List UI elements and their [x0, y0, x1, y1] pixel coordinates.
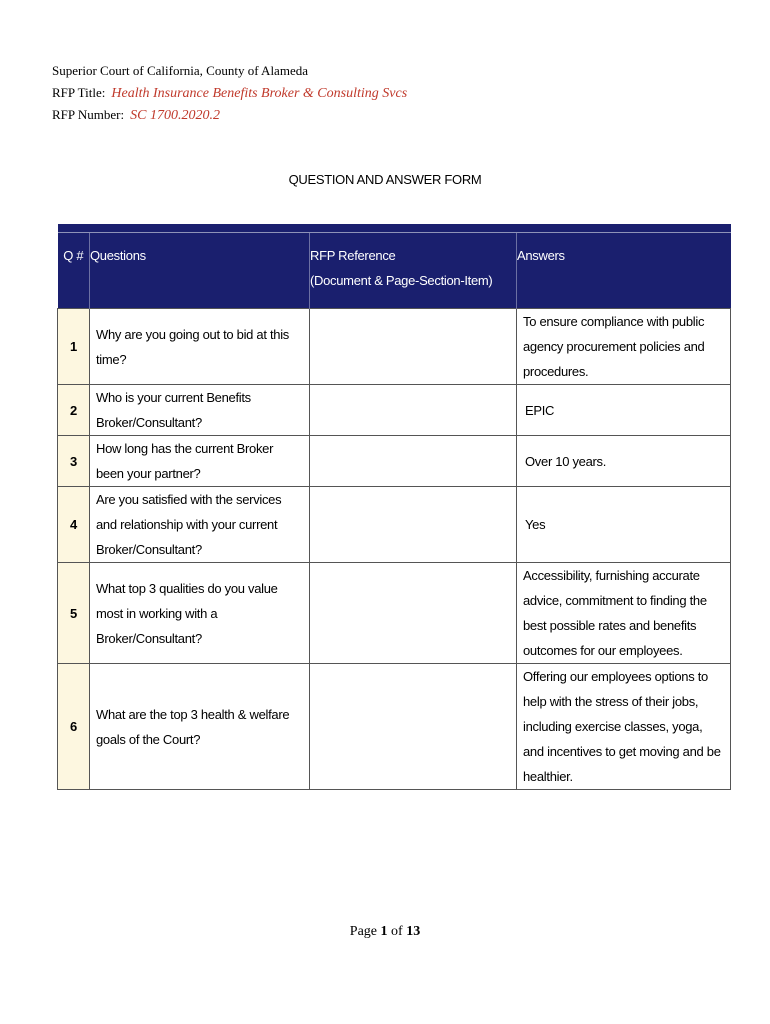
header-rfp-reference-title: RFP Reference — [310, 248, 396, 263]
row-number: 4 — [58, 487, 90, 563]
table-row — [58, 385, 731, 436]
header-answers: Answers — [517, 233, 731, 309]
row-number: 3 — [58, 436, 90, 487]
row-question: How long has the current Broker been your partner? — [90, 436, 310, 487]
header-rfp-reference-sub: (Document & Page-Section-Item) — [310, 273, 493, 288]
header-rfp-reference — [310, 233, 517, 309]
table-row — [58, 563, 731, 664]
row-number: 6 — [58, 664, 90, 790]
header-top-strip — [58, 224, 731, 233]
row-number: 1 — [58, 309, 90, 385]
page-current: 1 — [380, 924, 388, 939]
document-header — [52, 60, 407, 126]
form-title: QUESTION AND ANSWER FORM — [288, 172, 482, 187]
row-reference — [310, 436, 517, 487]
row-reference — [310, 309, 517, 385]
rfp-title-value: Health Insurance Benefits Broker & Consulting Svcs — [111, 86, 408, 101]
row-answer: Accessibility, furnishing accurate advice, commitment to finding the best possible rates and benefits outcomes for our employees. — [517, 563, 731, 664]
row-answer: Over 10 years. — [517, 436, 731, 487]
table-row — [58, 309, 731, 385]
table-row — [58, 664, 731, 790]
page-footer — [0, 924, 770, 940]
row-reference — [310, 487, 517, 563]
page-of: of — [391, 924, 403, 939]
row-question: What are the top 3 health & welfare goals of the Court? — [90, 664, 310, 790]
row-reference — [310, 563, 517, 664]
table-row — [58, 487, 731, 563]
row-number: 2 — [58, 385, 90, 436]
row-answer: Offering our employees options to help with the stress of their jobs, including exercise classes, yoga, and incentives to get moving and be healthier. — [517, 664, 731, 790]
row-question: Why are you going out to bid at this time? — [90, 309, 310, 385]
rfp-title-label: RFP Title: — [52, 85, 106, 100]
row-answer: To ensure compliance with public agency procurement policies and procedures. — [517, 309, 731, 385]
rfp-number-value: SC 1700.2020.2 — [130, 108, 220, 123]
row-question: Who is your current Benefits Broker/Consultant? — [90, 385, 310, 436]
table-row — [58, 436, 731, 487]
row-answer: Yes — [517, 487, 731, 563]
rfp-number-line — [52, 104, 407, 126]
row-reference — [310, 664, 517, 790]
rfp-number-label: RFP Number: — [52, 107, 125, 122]
table-header-row — [58, 233, 731, 309]
page-word: Page — [349, 924, 378, 939]
rfp-title-line — [52, 82, 407, 104]
court-line: Superior Court of California, County of Alameda — [52, 63, 308, 78]
qa-table — [57, 224, 731, 790]
header-questions: Questions — [90, 233, 310, 309]
row-question: What top 3 qualities do you value most in working with a Broker/Consultant? — [90, 563, 310, 664]
header-q-num: Q # — [58, 233, 90, 309]
page-total: 13 — [406, 924, 421, 939]
row-reference — [310, 385, 517, 436]
row-number: 5 — [58, 563, 90, 664]
row-answer: EPIC — [517, 385, 731, 436]
row-question: Are you satisfied with the services and relationship with your current Broker/Consultant? — [90, 487, 310, 563]
